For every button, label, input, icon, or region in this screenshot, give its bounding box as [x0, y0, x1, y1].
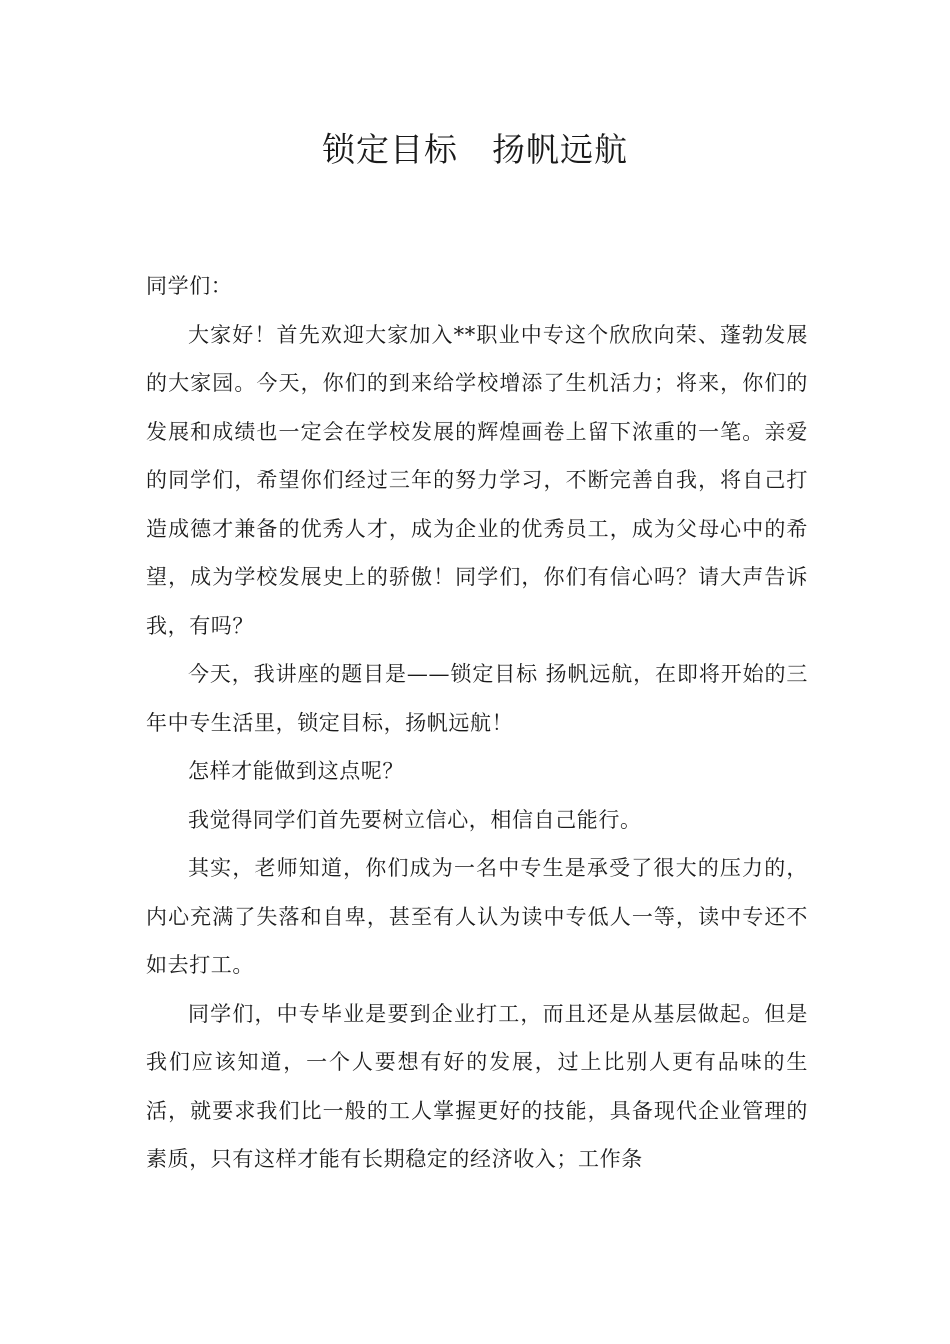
document-body [146, 262, 808, 1184]
document-title: 锁定目标 扬帆远航 [322, 130, 628, 169]
paragraph: 我觉得同学们首先要树立信心，相信自己能行。 [188, 807, 642, 832]
paragraph: 同学们，中专毕业是要到企业打工，而且还是从基层做起。但是我们应该知道，一个人要想有好的发展，过上比别人更有品味的生活，就要求我们比一般的工人掌握更好的技能，具备现代企业管理的素质，只有这样才能有长期稳定的经济收入；工作条 [146, 1001, 808, 1171]
paragraph-greeting: 同学们： [146, 274, 233, 298]
paragraph: 怎样才能做到这点呢？ [188, 759, 404, 783]
paragraph: 其实，老师知道，你们成为一名中专生是承受了很大的压力的，内心充满了失落和自卑，甚至有人认为读中专低人一等，读中专还不如去打工。 [146, 856, 808, 977]
paragraph: 今天，我讲座的题目是——锁定目标 扬帆远航，在即将开始的三年中专生活里，锁定目标，扬帆远航！ [146, 662, 808, 735]
paragraph: 大家好！首先欢迎大家加入**职业中专这个欣欣向荣、蓬勃发展的大家园。今天，你们的到来给学校增添了生机活力；将来，你们的发展和成绩也一定会在学校发展的辉煌画卷上留下浓重的一笔。亲爱的同学们，希望你们经过三年的努力学习，不断完善自我，将自己打造成德才兼备的优秀人才，成为企业的优秀员工，成为父母心中的希望，成为学校发展史上的骄傲！同学们，你们有信心吗？请大声告诉我，有吗？ [146, 322, 808, 638]
